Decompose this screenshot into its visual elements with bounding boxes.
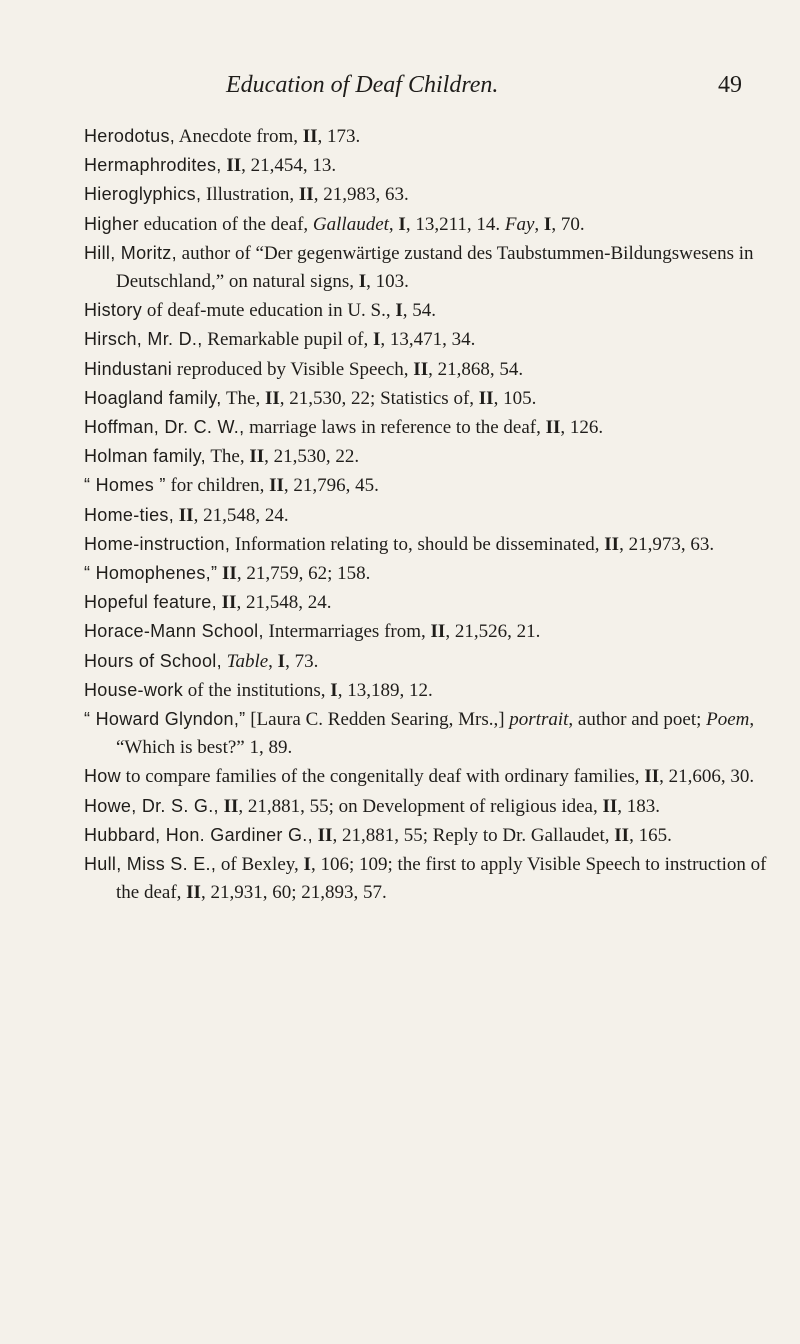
entry-text: [Laura C. Redden Searing, Mrs.,]: [245, 709, 510, 731]
entry-text: II: [430, 621, 446, 643]
entry-text: , 13,211, 14.: [405, 213, 505, 235]
index-entry: [84, 676, 774, 705]
entry-text: II: [222, 563, 237, 585]
entry-text: ,: [388, 213, 399, 235]
entry-text: I: [303, 854, 311, 876]
entry-text: Poem: [706, 709, 750, 731]
entry-text: II: [604, 533, 620, 555]
entry-text: , 21,530, 22; Statistics of,: [279, 387, 479, 409]
entry-text: , 173.: [317, 126, 361, 147]
entry-text: , author and poet;: [568, 709, 707, 731]
entry-heading: Holman family,: [84, 446, 206, 467]
entry-text: II: [265, 387, 280, 409]
entry-text: II: [614, 824, 630, 846]
entry-heading: “ Howard Glyndon,”: [84, 709, 246, 730]
entry-text: , 21,881, 55; on Development of religious idea,: [238, 795, 603, 817]
entry-text: II: [478, 387, 494, 409]
entry-text: for children,: [165, 475, 270, 497]
entry-heading: How: [84, 766, 121, 787]
entry-text: of the institutions,: [183, 679, 331, 701]
entry-text: marriage laws in reference to the deaf,: [244, 417, 546, 439]
entry-heading: Herodotus,: [84, 126, 176, 146]
entry-text: Remarkable pupil of,: [202, 329, 373, 351]
entry-text: , 165.: [629, 824, 672, 846]
entry-text: Fay: [504, 213, 535, 235]
entry-text: I: [398, 213, 406, 235]
entry-text: , 21,881, 55; Reply to Dr. Gallaudet,: [332, 824, 615, 846]
entry-text: of Bexley,: [216, 854, 304, 876]
index-entry: [84, 122, 774, 151]
entry-text: II: [602, 795, 618, 817]
entry-heading: Hill, Moritz,: [84, 242, 177, 263]
entry-heading: Hull, Miss S. E.,: [84, 854, 217, 875]
entry-text: ,: [534, 213, 544, 235]
index-entry: [84, 471, 774, 500]
entry-text: , 21,526, 21.: [445, 621, 541, 643]
index-entry: [84, 296, 774, 325]
entry-text: , 105.: [493, 387, 537, 409]
entry-text: of deaf-mute education in U. S.,: [142, 300, 396, 322]
index-entry: [84, 239, 774, 296]
entry-text: , 21,606, 30.: [659, 766, 755, 788]
entry-text: , 21,973, 63.: [619, 533, 715, 555]
entry-text: I: [358, 271, 367, 293]
entry-heading: Hopeful feature,: [84, 592, 217, 613]
index-entry: [84, 210, 774, 239]
entry-heading: History: [84, 300, 143, 321]
entry-text: , 21,548, 24.: [193, 504, 289, 526]
entry-text: II: [221, 592, 237, 614]
entry-text: , 21,931, 60; 21,893, 57.: [200, 882, 387, 904]
entry-heading: Hindustani: [84, 358, 173, 379]
index-entry: [84, 762, 774, 791]
entry-text: II: [223, 795, 239, 817]
entry-text: I: [277, 650, 286, 672]
index-entry: [84, 850, 774, 907]
entry-heading: Hoffman, Dr. C. W.,: [84, 417, 245, 438]
entry-heading: Higher: [84, 213, 139, 234]
entry-text: Table: [226, 650, 269, 672]
entry-text: , 106; 109; the first to apply Visible Speech to instruction of the deaf,: [116, 854, 767, 904]
entry-text: , 13,189, 12.: [337, 679, 433, 701]
entry-heading: House-work: [84, 679, 184, 700]
entry-text: The,: [221, 387, 265, 409]
entry-text: , 21,759, 62; 158.: [236, 563, 371, 585]
index-entry: [84, 530, 774, 559]
entry-text: I: [395, 300, 403, 322]
entry-text: II: [249, 446, 265, 468]
index-entry: [84, 501, 774, 530]
entry-text: , 54.: [402, 300, 437, 322]
entry-text: I: [330, 679, 338, 701]
entry-text: II: [178, 504, 194, 526]
index-entry: [84, 355, 774, 384]
index-entry: [84, 588, 774, 617]
entry-text: to compare families of the congenitally deaf with ordinary families,: [120, 766, 645, 788]
entry-text: II: [545, 417, 561, 439]
entry-heading: “ Homes ”: [84, 475, 166, 496]
index-list: [84, 122, 774, 907]
entry-text: II: [298, 184, 314, 206]
index-entry: [84, 413, 774, 442]
index-entry: [84, 617, 774, 646]
entry-text: Intermarriages from,: [263, 621, 431, 643]
index-entry: [84, 647, 774, 676]
entry-heading: “ Homophenes,”: [84, 563, 218, 584]
entry-text: , 21,796, 45.: [283, 475, 379, 497]
entry-text: The,: [205, 446, 250, 468]
index-entry: [84, 821, 774, 850]
entry-text: II: [413, 358, 429, 380]
entry-text: education of the deaf,: [138, 213, 313, 235]
entry-text: ,: [268, 650, 278, 672]
entry-heading: Horace-Mann School,: [84, 621, 264, 642]
page-number: 49: [718, 72, 742, 98]
entry-heading: Howe, Dr. S. G.,: [84, 795, 219, 816]
entry-text: Illustration,: [201, 184, 299, 206]
entry-text: I: [372, 329, 381, 351]
entry-text: Gallaudet: [312, 213, 389, 235]
entry-text: II: [186, 882, 201, 904]
entry-text: , 21,530, 22.: [264, 446, 360, 468]
index-entry: [84, 325, 774, 354]
entry-text: , 21,868, 54.: [428, 358, 524, 380]
entry-heading: Hubbard, Hon. Gardiner G.,: [84, 824, 313, 845]
entry-heading: Hermaphrodites,: [84, 155, 222, 176]
entry-text: , 126.: [560, 417, 604, 439]
entry-text: , 183.: [617, 795, 661, 817]
index-entry: [84, 180, 774, 209]
index-entry: [84, 559, 774, 588]
entry-text: , 21,983, 63.: [313, 184, 409, 206]
index-entry: [84, 442, 774, 471]
entry-text: II: [317, 824, 333, 846]
index-entry: [84, 705, 774, 762]
entry-heading: Hoagland family,: [84, 387, 222, 408]
running-title: Education of Deaf Children.: [226, 72, 499, 98]
entry-text: I: [543, 213, 552, 235]
entry-heading: Home-ties,: [84, 504, 175, 525]
index-entry: [84, 384, 774, 413]
index-entry: [84, 151, 774, 180]
page-header: [0, 72, 800, 112]
entry-text: , 21,548, 24.: [236, 592, 332, 614]
entry-text: , 103.: [366, 271, 409, 293]
entry-text: , 21,454, 13.: [241, 155, 337, 177]
index-entry: [84, 792, 774, 821]
entry-text: , “Which is best?” 1, 89.: [116, 709, 755, 759]
entry-text: , 73.: [285, 650, 319, 672]
entry-text: reproduced by Visible Speech,: [172, 358, 414, 380]
entry-text: II: [269, 475, 284, 497]
entry-text: portrait: [509, 709, 569, 731]
entry-text: II: [226, 155, 242, 177]
entry-heading: Home-instruction,: [84, 533, 231, 554]
entry-heading: Hieroglyphics,: [84, 184, 202, 205]
entry-heading: Hirsch, Mr. D.,: [84, 329, 203, 350]
entry-text: , 13,471, 34.: [380, 329, 476, 351]
entry-text: , 70.: [551, 213, 585, 235]
entry-text: II: [644, 766, 660, 788]
entry-text: II: [302, 126, 318, 147]
entry-text: Information relating to, should be disseminated,: [230, 533, 605, 555]
entry-heading: Hours of School,: [84, 650, 222, 671]
entry-text: author of “Der gegenwärtige zustand des Taubstummen-Bildungswesens in Deutschland,” on natural signs,: [116, 242, 754, 293]
entry-text: Anecdote from,: [175, 126, 303, 147]
